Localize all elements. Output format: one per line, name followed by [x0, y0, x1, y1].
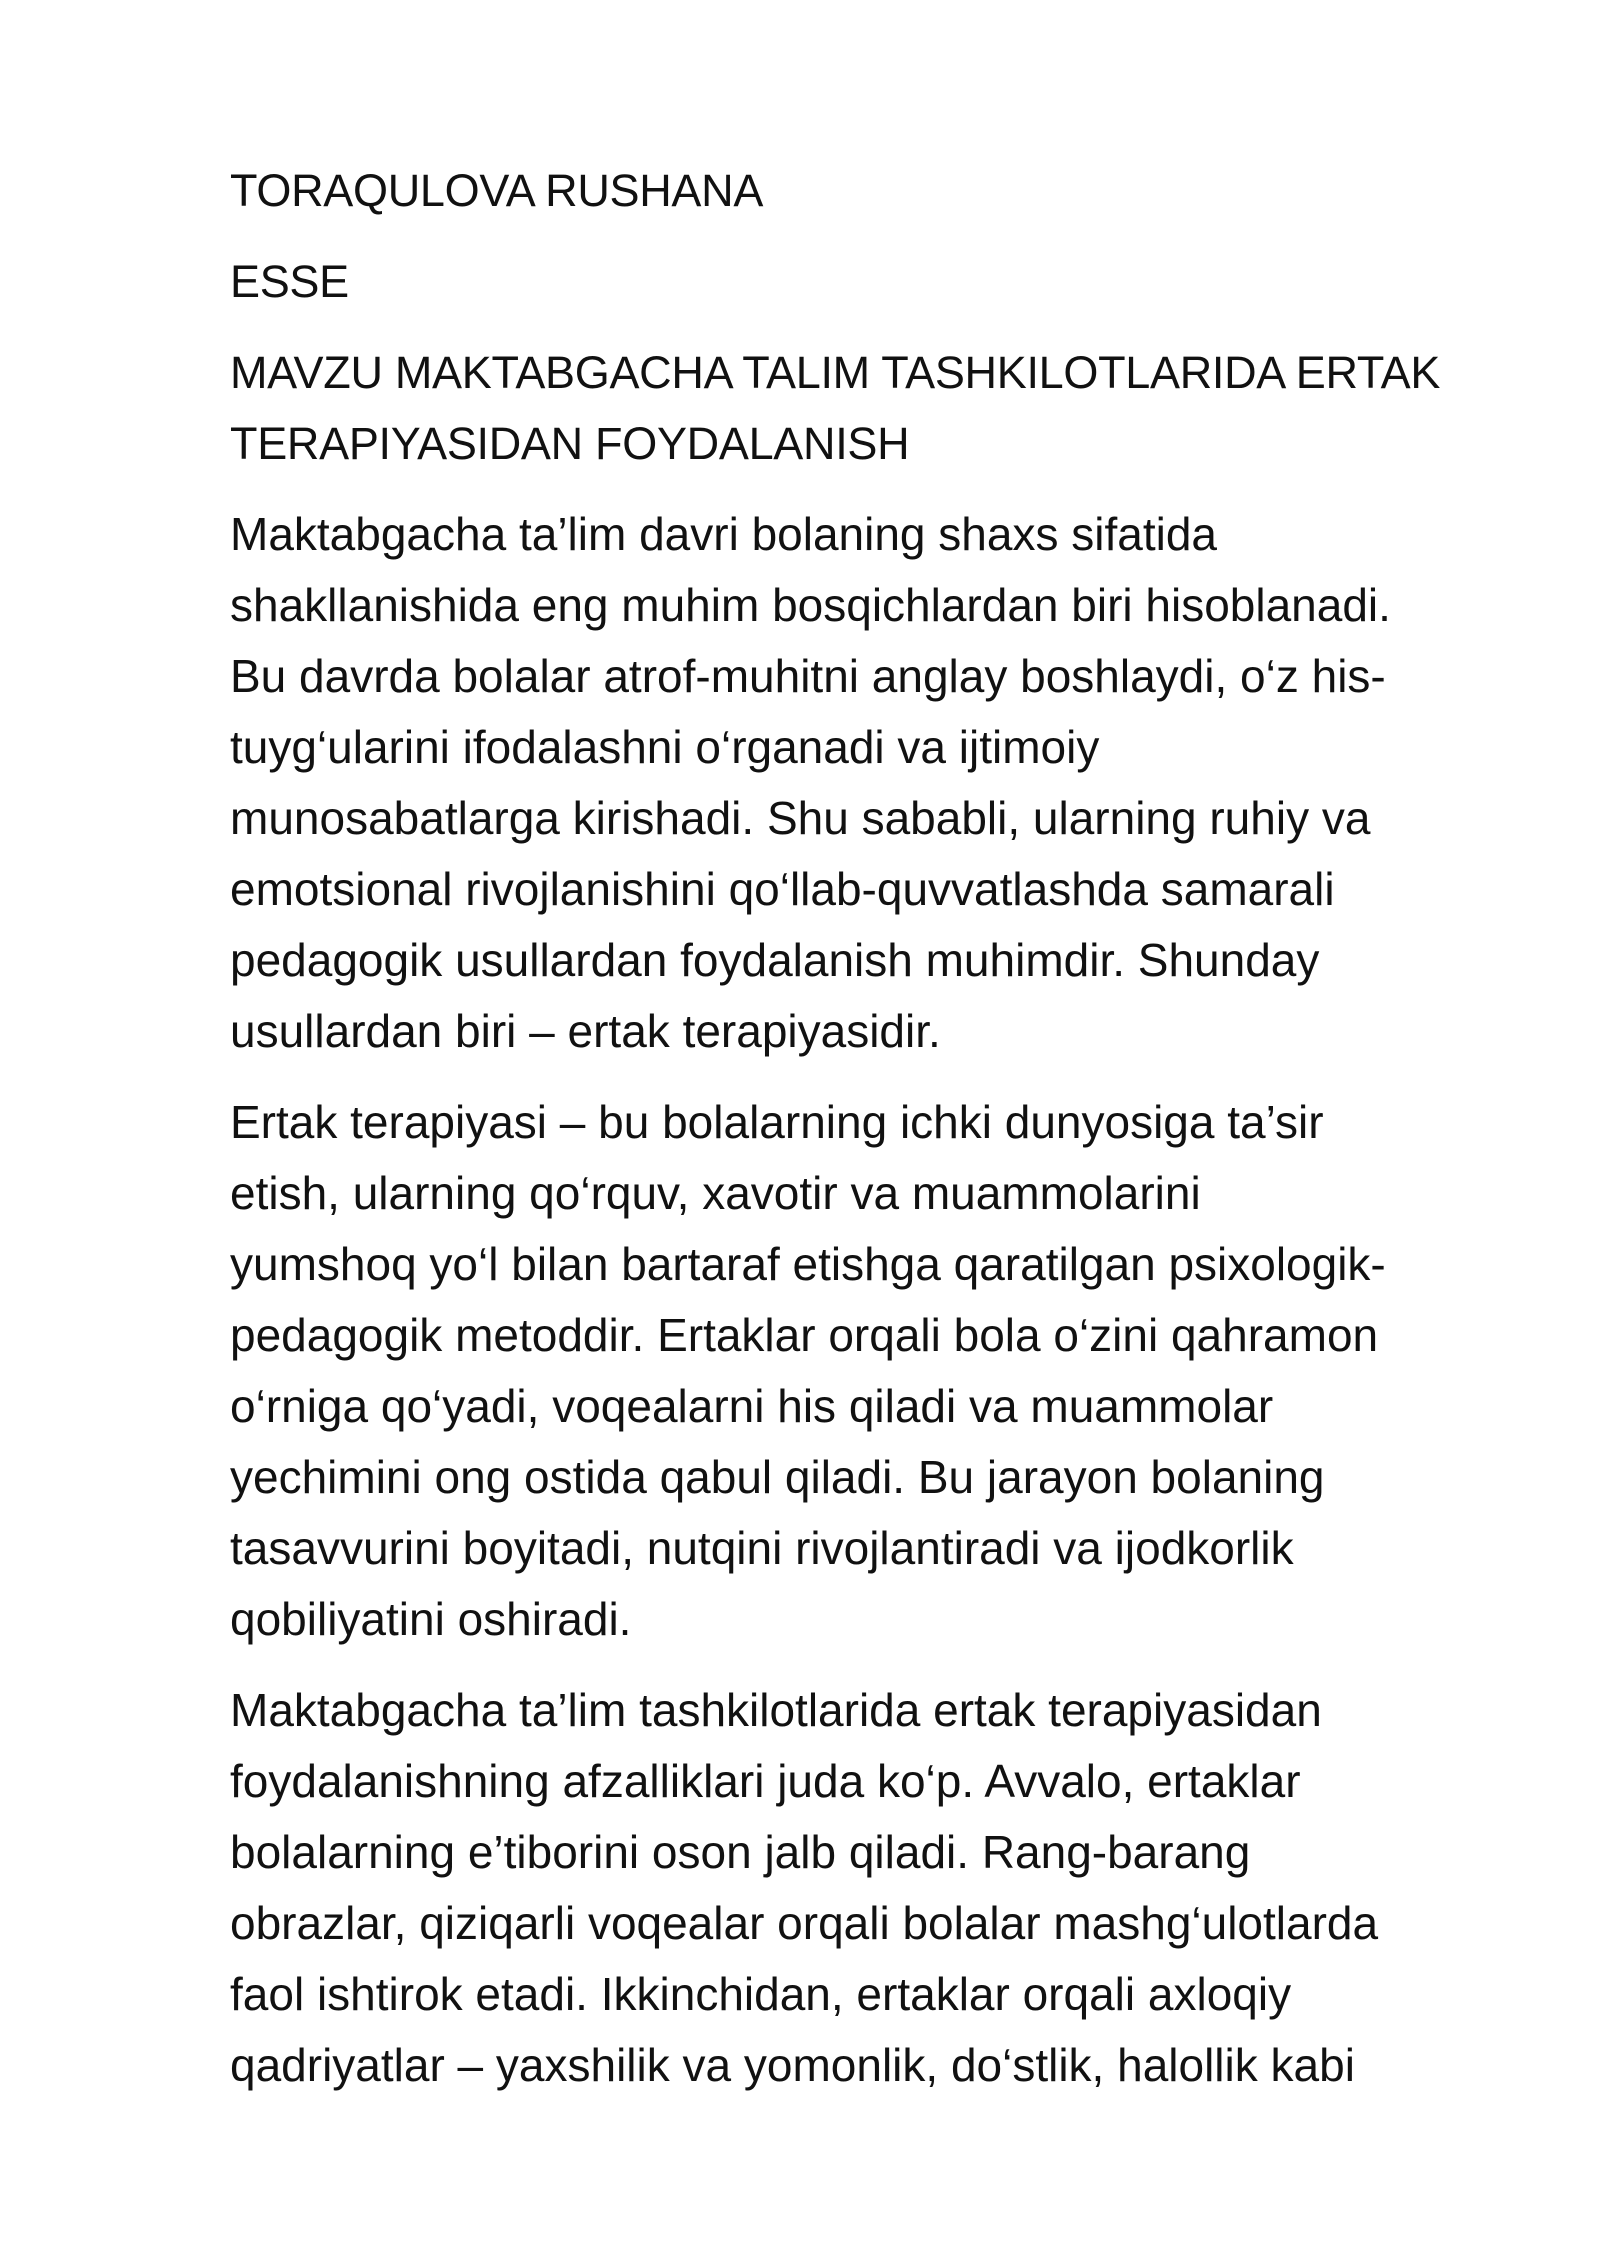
paragraph-line: emotsional rivojlanishini qo‘llab-quvvatlashda samarali	[230, 863, 1335, 915]
paragraph-line: bolalarning e’tiborini oson jalb qiladi. Rang-barang	[230, 1826, 1251, 1878]
paragraph-line: foydalanishning afzalliklari juda ko‘p. Avvalo, ertaklar	[230, 1755, 1301, 1807]
paragraph-line: qobiliyatini oshiradi.	[230, 1593, 632, 1645]
paragraph-line: pedagogik metoddir. Ertaklar orqali bola o‘zini qahramon	[230, 1309, 1379, 1361]
paragraph-line: qadriyatlar – yaxshilik va yomonlik, do‘stlik, halollik kabi	[230, 2039, 1355, 2091]
paragraph-3	[230, 1675, 1490, 2101]
topic-line: MAVZU MAKTABGACHA TALIM TASHKILOTLARIDA ERTAK	[230, 347, 1441, 398]
spacer	[230, 479, 1490, 499]
paragraph-line: Bu davrda bolalar atrof-muhitni anglay boshlaydi, o‘z his-	[230, 650, 1386, 702]
paragraph-line: o‘rniga qo‘yadi, voqealarni his qiladi va muammolar	[230, 1380, 1274, 1432]
paragraph-line: tasavvurini boyitadi, nutqini rivojlantiradi va ijodkorlik	[230, 1522, 1294, 1574]
paragraph-line: yumshoq yo‘l bilan bartaraf etishga qaratilgan psixologik-	[230, 1238, 1386, 1290]
paragraph-line: munosabatlarga kirishadi. Shu sababli, ularning ruhiy va	[230, 792, 1371, 844]
topic-line: TERAPIYASIDAN FOYDALANISH	[230, 418, 910, 469]
paragraph-line: Maktabgacha ta’lim tashkilotlarida ertak terapiyasidan	[230, 1684, 1322, 1736]
essay-genre-label: ESSE	[230, 256, 349, 307]
paragraph-2	[230, 1087, 1490, 1655]
paragraph-line: obrazlar, qiziqarli voqealar orqali bolalar mashg‘ulotlarda	[230, 1897, 1379, 1949]
paragraph-line: yechimini ong ostida qabul qiladi. Bu jarayon bolaning	[230, 1451, 1325, 1503]
spacer	[230, 226, 1490, 246]
paragraph-line: tuyg‘ularini ifodalashni o‘rganadi va ijtimoiy	[230, 721, 1100, 773]
paragraph-line: shakllanishida eng muhim bosqichlardan biri hisoblanadi.	[230, 579, 1391, 631]
paragraph-line: Maktabgacha ta’lim davri bolaning shaxs sifatida	[230, 508, 1217, 560]
document-body	[230, 155, 1490, 2101]
paragraph-line: pedagogik usullardan foydalanish muhimdir. Shunday	[230, 934, 1320, 986]
paragraph-line: faol ishtirok etadi. Ikkinchidan, ertaklar orqali axloqiy	[230, 1968, 1292, 2020]
spacer	[230, 317, 1490, 337]
paragraph-line: usullardan biri – ertak terapiyasidir.	[230, 1005, 941, 1057]
paragraph-1	[230, 499, 1490, 1067]
topic-heading	[230, 337, 1490, 479]
spacer	[230, 1655, 1490, 1675]
spacer	[230, 1067, 1490, 1087]
paragraph-line: Ertak terapiyasi – bu bolalarning ichki dunyosiga ta’sir	[230, 1096, 1324, 1148]
paragraph-line: etish, ularning qo‘rquv, xavotir va muammolarini	[230, 1167, 1201, 1219]
author-name: TORAQULOVA RUSHANA	[230, 165, 764, 216]
